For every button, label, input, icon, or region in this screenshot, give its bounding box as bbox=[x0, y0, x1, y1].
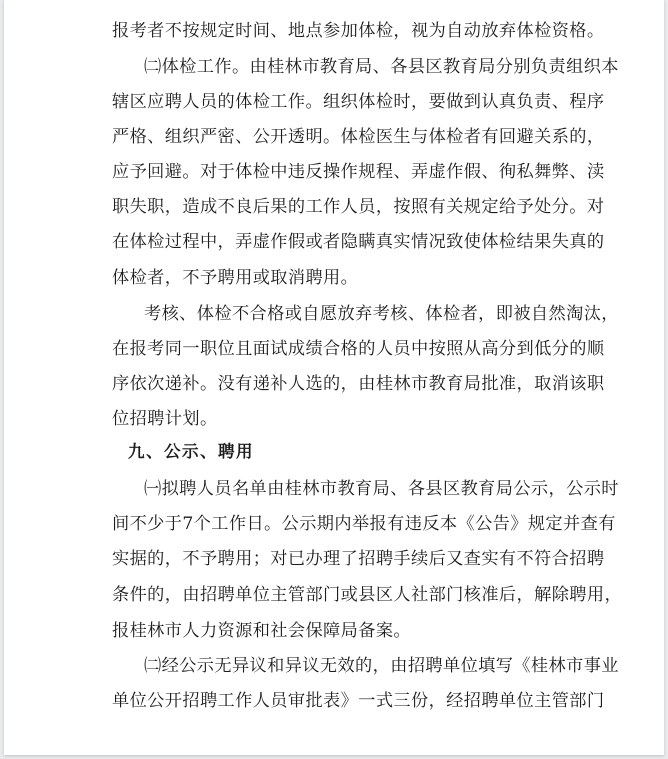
paragraph-line: ㈡经公示无异议和异议无效的，由招聘单位填写《桂林市事业 bbox=[144, 656, 619, 676]
section-heading: 九、公示、聘用 bbox=[128, 442, 254, 461]
paragraph-line: ㈡体检工作。由桂林市教育局、各县区教育局分别负责组织本 bbox=[144, 57, 619, 77]
paragraph-line: 位招聘计划。 bbox=[112, 409, 218, 429]
paragraph-line: 间不少于7个工作日。公示期内举报有违反本《公告》规定并查有 bbox=[112, 514, 616, 534]
document-page bbox=[4, 0, 664, 755]
paragraph-line: 报桂林市人力资源和社会保障局备案。 bbox=[112, 621, 411, 641]
document-body bbox=[4, 0, 664, 755]
paragraph-line: 考核、体检不合格或自愿放弃考核、体检者，即被自然淘汰， bbox=[144, 304, 619, 324]
paragraph-line: 条件的，由招聘单位主管部门或县区人社部门核准后，解除聘用， bbox=[112, 585, 623, 605]
paragraph-line: 报考者不按规定时间、地点参加体检，视为自动放弃体检资格。 bbox=[112, 21, 605, 41]
paragraph-line: 单位公开招聘工作人员审批表》一式三份，经招聘单位主管部门 bbox=[112, 691, 605, 711]
paragraph-line: 应予回避。对于体检中违反操作规程、弄虚作假、徇私舞弊、渎 bbox=[112, 162, 605, 182]
paragraph-line: 体检者，不予聘用或取消聘用。 bbox=[112, 268, 359, 288]
paragraph-line: 严格、组织严密、公开透明。体检医生与体检者有回避关系的， bbox=[112, 127, 605, 147]
paragraph-line: 职失职，造成不良后果的工作人员，按照有关规定给予处分。对 bbox=[112, 197, 605, 217]
paragraph-line: 在体检过程中，弄虚作假或者隐瞒真实情况致使体检结果失真的 bbox=[112, 232, 605, 252]
paragraph-line: 实据的，不予聘用；对已办理了招聘手续后又查实有不符合招聘 bbox=[112, 549, 605, 569]
paragraph-line: 辖区应聘人员的体检工作。组织体检时，要做到认真负责、程序 bbox=[112, 92, 605, 112]
paragraph-line: 在报考同一职位且面试成绩合格的人员中按照从高分到低分的顺 bbox=[112, 339, 605, 359]
paragraph-line: 序依次递补。没有递补人选的，由桂林市教育局批准，取消该职 bbox=[112, 374, 605, 394]
paragraph-line: ㈠拟聘人员名单由桂林市教育局、各县区教育局公示，公示时 bbox=[144, 479, 619, 499]
